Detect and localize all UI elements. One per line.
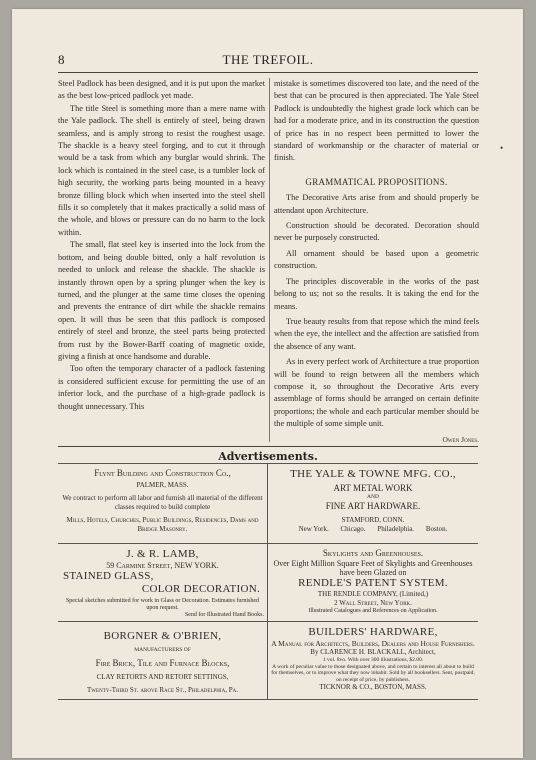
- paragraph: Steel Padlock has been designed, and it is put upon the market as the best low-priced padlock yet made.: [58, 79, 265, 101]
- paragraph: Too often the temporary character of a padlock fastening is considered sufficient excuse for permitting the use of an inferior lock, and the purchase of a high-grade padlock is thought unnecessary. This: [58, 364, 265, 411]
- ad-yale-city: Boston.: [425, 524, 448, 533]
- header-rule: [58, 72, 478, 73]
- left-column: [58, 78, 265, 413]
- ad-yale: [268, 464, 478, 543]
- ad-yale-line1: ART METAL WORK: [333, 483, 413, 493]
- ad-builders: [268, 622, 478, 699]
- ads-grid-line: [58, 699, 478, 700]
- page-title: THE TREFOIL.: [222, 52, 314, 67]
- ad-builders-line1: A Manual for Architects, Builders, Dealers and House Furnishers.: [271, 639, 475, 648]
- ad-flynt-body: We contract to perform all labor and furnish all material of the different classes required to build complete: [62, 494, 263, 511]
- ad-borgner-sub: MANUFACTURERS OF: [134, 647, 191, 653]
- proposition: The principles discoverable in the works of the past belong to us; not so the results. It is taking the end for the means.: [274, 276, 479, 311]
- page-header: [58, 52, 478, 72]
- ads-grid: [58, 463, 478, 700]
- ad-yale-place: STAMFORD, CONN.: [341, 515, 405, 524]
- ad-lamb-name: J. & R. LAMB,: [126, 548, 199, 560]
- ad-builders-edition: 1 vol. 8vo. With over 300 illustrations, $2.00.: [322, 657, 424, 663]
- right-column: [274, 78, 479, 446]
- ad-flynt-name: Flynt Building and Construction Co.,: [94, 468, 231, 478]
- ad-flynt-place: PALMER, MASS.: [136, 481, 189, 489]
- page-number: 8: [58, 52, 65, 67]
- ad-builders-author: By CLARENCE H. BLACKALL, Architect,: [310, 648, 436, 656]
- ad-yale-line2: FINE ART HARDWARE.: [325, 500, 421, 511]
- propositions-heading: GRAMMATICAL PROPOSITIONS.: [305, 176, 448, 187]
- ad-borgner-name: BORGNER & O'BRIEN,: [103, 630, 222, 642]
- ad-rendle-system: RENDLE'S PATENT SYSTEM.: [298, 577, 448, 589]
- ad-flynt-list: Mills, Hotels, Churches, Public Buildings, Residences, Dams and Bridge Masonry.: [66, 516, 259, 533]
- paragraph: mistake is sometimes discovered too late, and the need of the best that can be procured is then appreciated. The Yale Steel Padlock is undoubtedly the highest grade lock which can be had for a moderate price, and in its construction the question of price has in no respect been permitted to lower the standard of workmanship or the character of material or finish.: [274, 79, 479, 163]
- margin-mark: •: [500, 143, 504, 153]
- ad-borgner: [58, 622, 267, 699]
- ad-rendle-address: 2 Wall Street, New York.: [334, 599, 412, 607]
- ad-yale-city: New York.: [298, 524, 329, 533]
- signature: Owen Jones.: [442, 434, 479, 444]
- ad-lamb: [58, 544, 267, 621]
- proposition: All ornament should be based upon a geometric construction.: [274, 248, 479, 271]
- ad-builders-publisher: TICKNOR & CO., BOSTON, MASS.: [319, 683, 427, 691]
- proposition: Construction should be decorated. Decoration should never be purposely constructed.: [274, 221, 479, 243]
- ad-borgner-line2: CLAY RETORTS AND RETORT SETTINGS,: [96, 672, 229, 681]
- ad-lamb-line1: STAINED GLASS,: [63, 570, 154, 582]
- proposition: True beauty results from that repose which the mind feels when the eye, the intellect and the affection are satisfied from the absence of any want.: [274, 316, 479, 351]
- ad-yale-name: THE YALE & TOWNE MFG. CO.,: [290, 468, 456, 480]
- ad-yale-and: AND: [367, 494, 379, 500]
- proposition: The Decorative Arts arise from and should properly be attendant upon Architecture.: [274, 193, 479, 215]
- ads-rule-top: [58, 446, 478, 447]
- ads-heading: Advertisements.: [218, 450, 318, 463]
- ad-builders-desc: A work of peculiar value to those designated above, and certain to interest all about to build for themselves, or to improve what they now inhabit. Sold by all booksellers. Sent, postpaid, on receipt of price, by publishers.: [271, 663, 475, 683]
- paragraph: The title Steel is something more than a mere name with the Yale padlock. The shell is entirely of steel, being drawn seamless, and is amply strong to resist the roughest usage. The shackle is a heavy steel forging, and to cut it through would be a task from which any burglar would shrink. The lock which is contained in the steel case, is a tumbler lock of high security, the working parts being mounted in a heavy bronze filling block which when inserted into the steel shell fills it so completely that it makes practically a solid mass of the whole, and blows or pressure can do no harm to the lock within.: [58, 103, 265, 237]
- ad-rendle-company: THE RENDLE COMPANY, (Limited,): [317, 590, 429, 598]
- ad-lamb-address: 59 Carmine Street, NEW YORK.: [106, 561, 219, 570]
- proposition: As in every perfect work of Architecture a true proportion will be found to reign between all the members which compose it, so throughout the Decorative Arts every assemblage of forms should be arranged on certain definite proportions; the whole and each particular member should be the multiple of some simple unit.: [274, 357, 479, 429]
- ad-rendle: [268, 544, 478, 621]
- ad-builders-title: BUILDERS' HARDWARE,: [308, 626, 438, 638]
- ad-lamb-line2: COLOR DECORATION.: [141, 583, 260, 595]
- ad-yale-cities: [271, 525, 475, 534]
- propositions-list: [274, 192, 479, 430]
- paragraph: The small, flat steel key is inserted into the lock from the bottom, and being double bitted, only a half revolution is needed to unlock and release the shackle. The shackle is instantly thrown open by a spring plunger when the key is turned, and the plunger at the same time closes the opening and prevents the entrance of dirt while the shackle remains open. It will thus be seen that this padlock is composed entirely of steel and bronze, the steel parts being protected from rust by the Bower-Barff coating of magnetic oxide, giving a finish at once handsome and durable.: [58, 240, 265, 361]
- ad-rendle-head: Skylights and Greenhouses.: [322, 548, 424, 558]
- ad-yale-city: Philadelphia.: [377, 524, 415, 533]
- ad-lamb-note: Special sketches submitted for work in Glass or Decoration. Estimates furnished upon request.: [65, 598, 260, 611]
- ad-rendle-note: Illustrated Catalogues and References on Application.: [308, 608, 438, 614]
- ad-lamb-catalogue: Send for Illustrated Hand Books.: [184, 612, 264, 618]
- ad-borgner-address: Twenty-Third St. above Race St., Philadelphia, Pa.: [87, 685, 238, 694]
- ad-borgner-line1: Fire Brick, Tile and Furnace Blocks,: [95, 657, 230, 668]
- ad-flynt: [58, 464, 267, 543]
- ad-yale-city: Chicago.: [340, 524, 366, 533]
- ad-rendle-line1: Over Eight Million Square Feet of Skylights and Greenhouses have been Glazed on: [273, 559, 473, 577]
- column-divider: [269, 78, 270, 442]
